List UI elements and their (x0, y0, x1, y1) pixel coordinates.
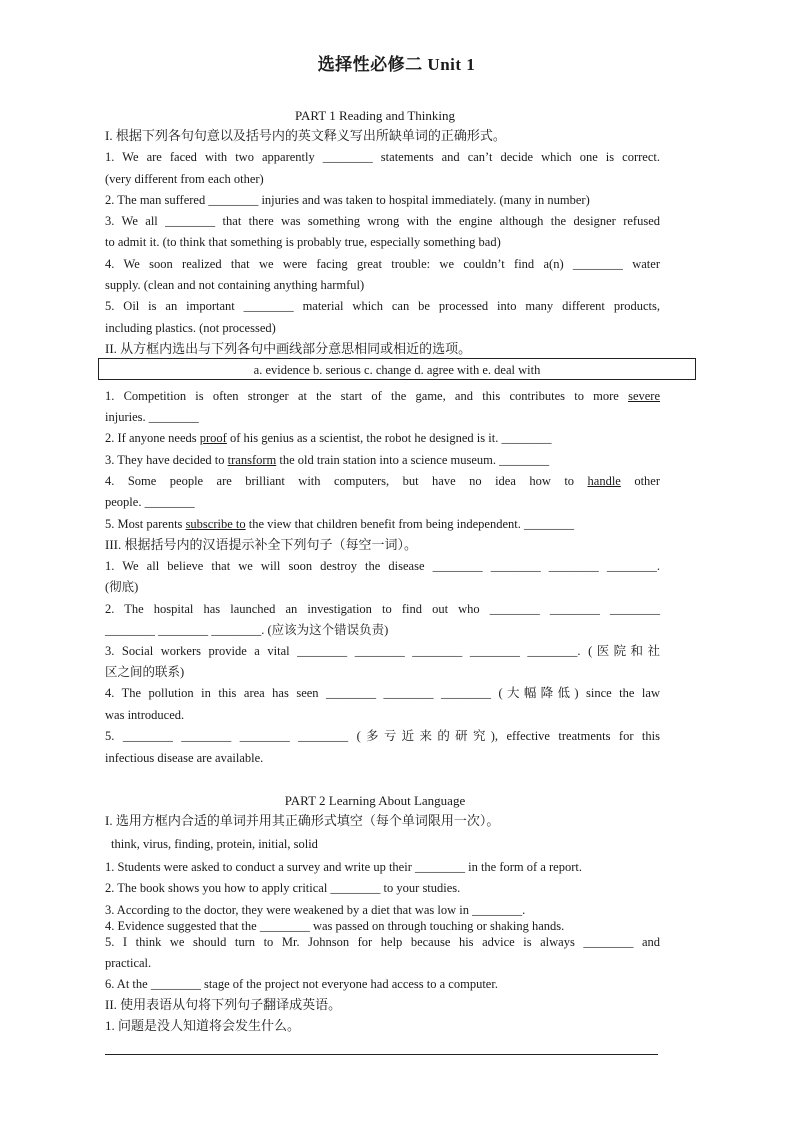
p1s3-line: was introduced. (105, 708, 185, 722)
p1s1-line: 2. The man suffered ________ injuries and was taken to hospital immediately. (many in number) (105, 193, 590, 207)
p2s1-line: 5. I think we should turn to Mr. Johnson for help because his advice is always ________ and (105, 935, 660, 949)
p1s1-line: 1. We are faced with two apparently ________ statements and can’t decide which one is correct. (105, 150, 660, 164)
part2-title: PART 2 Learning About Language (284, 793, 466, 808)
p1s3-line: 5. ________ ________ ________ ________ (多亏近来的研究), effective treatments for this (105, 729, 660, 743)
p1s3-line: 3. Social workers provide a vital ________ ________ ________ ________ ________. (医院和社 (105, 644, 660, 658)
underlined-term: proof (199, 431, 227, 445)
p1s3-line: (彻底) (105, 580, 139, 594)
underlined-term: severe (628, 389, 660, 403)
answer-line (105, 1054, 658, 1055)
part2-sec1-header: I. 选用方框内合适的单词并用其正确形式填空（每个单词限用一次）。 (105, 813, 500, 828)
p1s1-line: (very different from each other) (105, 172, 264, 186)
underlined-term: subscribe to (185, 517, 246, 531)
p2s1-line: 6. At the ________ stage of the project not everyone had access to a computer. (105, 977, 498, 991)
p1s2-line: people. ________ (105, 495, 195, 509)
p1s1-line: including plastics. (not processed) (105, 321, 276, 335)
part1-title: PART 1 Reading and Thinking (294, 108, 456, 123)
p1s3-line: 2. The hospital has launched an investigation to find out who ________ ________ ________ (105, 602, 660, 616)
p1s3-line: 区之间的联系) (105, 665, 185, 679)
part1-sec2-header: II. 从方框内选出与下列各句中画线部分意思相同或相近的选项。 (105, 341, 472, 356)
p2s1-line: practical. (105, 956, 152, 970)
p1s2-line: 2. If anyone needs proof of his genius as a scientist, the robot he designed is it. ________ (105, 431, 552, 445)
part2-sec2-header: II. 使用表语从句将下列句子翻译成英语。 (105, 997, 342, 1012)
p1s2-line: 1. Competition is often stronger at the start of the game, and this contributes to more severe (105, 389, 660, 403)
p1s2-line: injuries. ________ (105, 410, 199, 424)
p1s3-line: ________ ________ ________. (应该为这个错误负责) (105, 623, 389, 637)
underlined-term: handle (587, 474, 621, 488)
p1s2-line: 3. They have decided to transform the old train station into a science museum. ________ (105, 453, 550, 467)
options-box-text: a. evidence b. serious c. change d. agree with e. deal with (253, 363, 541, 377)
p2s1-line: 1. Students were asked to conduct a survey and write up their ________ in the form of a report. (105, 860, 582, 874)
p1s2-line: 5. Most parents subscribe to the view that children benefit from being independent. ________ (105, 517, 575, 531)
p2s1-line: 4. Evidence suggested that the ________ was passed on through touching or shaking hands. (105, 919, 565, 933)
underlined-term: transform (227, 453, 277, 467)
p1s1-line: supply. (clean and not containing anything harmful) (105, 278, 365, 292)
p2s1-line: 3. According to the doctor, they were weakened by a diet that was low in ________. (105, 903, 526, 917)
p2s2-question: 1. 问题是没人知道将会发生什么。 (105, 1018, 301, 1033)
p1s1-line: 4. We soon realized that we were facing great trouble: we couldn’t find a(n) ________ water (105, 257, 660, 271)
word-bank: think, virus, finding, protein, initial, solid (111, 837, 318, 851)
p1s2-line: 4. Some people are brilliant with computers, but have no idea how to handle other (105, 474, 661, 488)
document-title: 选择性必修二 Unit 1 (317, 55, 476, 74)
p1s3-line: 1. We all believe that we will soon destroy the disease ________ ________ ________ ________. (105, 559, 660, 573)
part1-sec3-header: III. 根据括号内的汉语提示补全下列句子（每空一词）。 (105, 537, 417, 552)
p1s1-line: to admit it. (to think that something is probably true, especially something bad) (105, 235, 501, 249)
p1s3-line: 4. The pollution in this area has seen ________ ________ ________ (大幅降低) since the law (105, 686, 660, 700)
p1s1-line: 3. We all ________ that there was something wrong with the engine although the designer refused (105, 214, 660, 228)
p2s1-line: 2. The book shows you how to apply critical ________ to your studies. (105, 881, 461, 895)
p1s1-line: 5. Oil is an important ________ material which can be processed into many different products, (105, 299, 660, 313)
p1s3-line: infectious disease are available. (105, 751, 264, 765)
part1-sec1-header: I. 根据下列各句句意以及括号内的英文释义写出所缺单词的正确形式。 (105, 128, 506, 143)
